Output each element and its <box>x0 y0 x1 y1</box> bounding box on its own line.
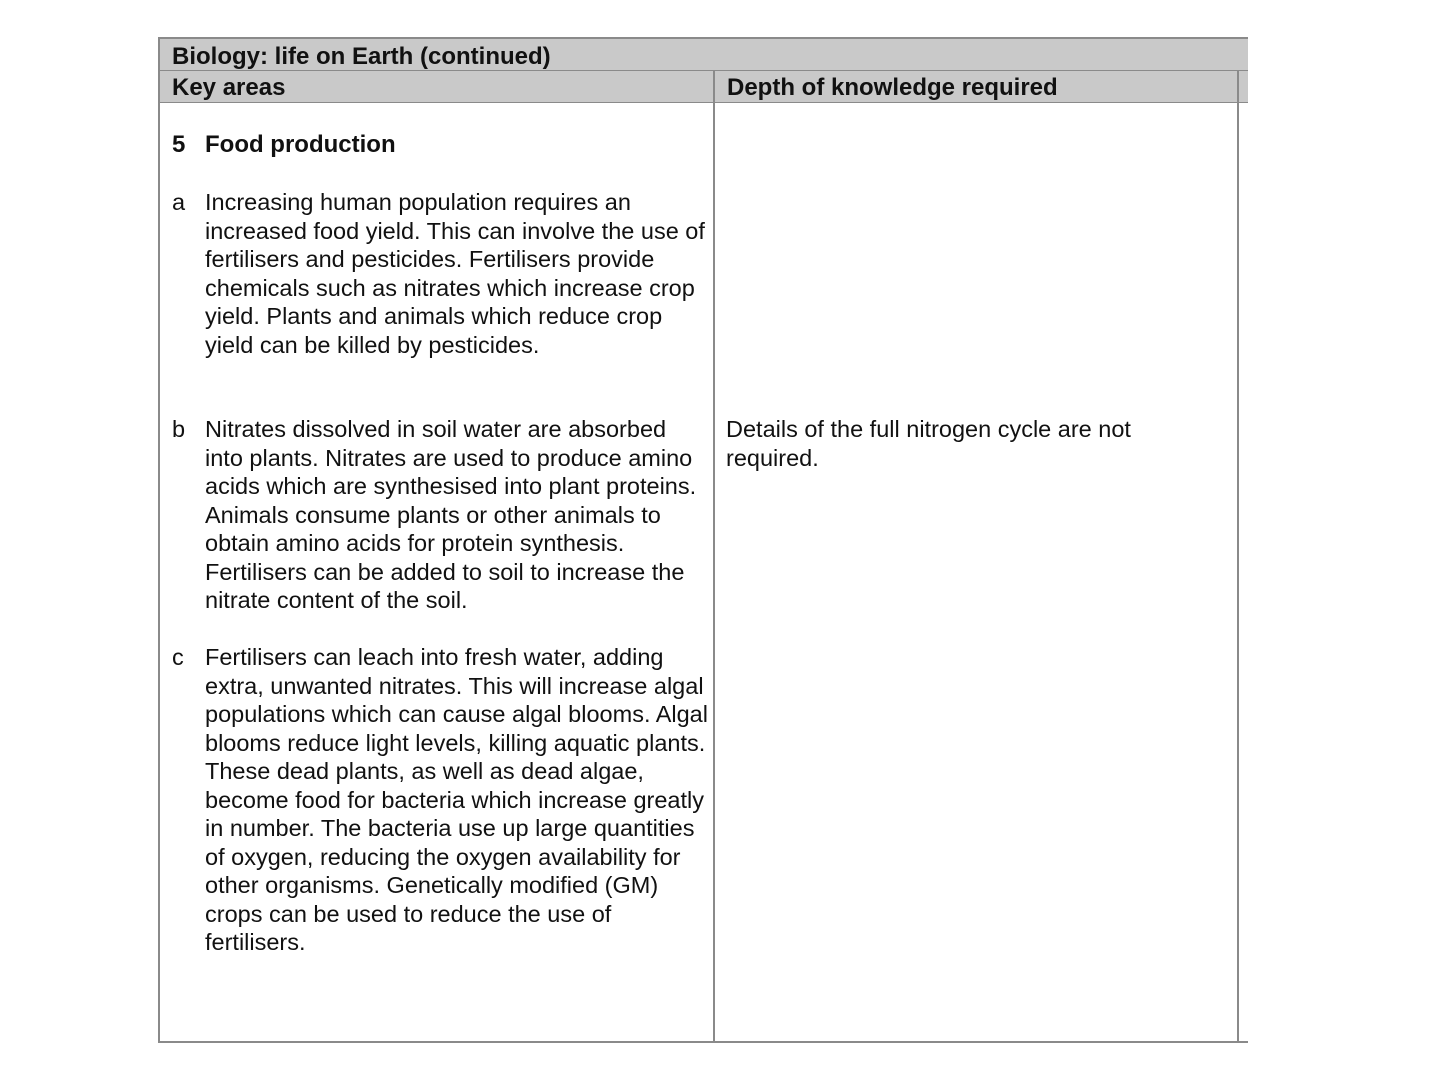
table-title-bar <box>158 37 1248 70</box>
column-header-key-areas: Key areas <box>172 74 286 101</box>
item-text: Fertilisers can leach into fresh water, adding extra, unwanted nitrates. This will increase algal populations which can cause algal blooms. Algal blooms reduce light levels, killing aquatic plants. These dead plants, as well as dead algae, become food for bacteria which increase greatly in number. The bacteria use up large quantities of oxygen, reducing the oxygen availability for other organisms. Genetically modified (GM) crops can be used to reduce the use of fertilisers. <box>205 644 708 955</box>
item-text: Increasing human population requires an increased food yield. This can involve the use of fertilisers and pesticides. Fertilisers provide chemicals such as nitrates which increase crop yield. Plants and animals which reduce crop yield can be killed by pesticides. <box>205 189 705 358</box>
section-title: Food production <box>205 131 396 158</box>
item-letter: c <box>172 644 184 670</box>
item-letter: a <box>172 189 186 215</box>
item-text: Nitrates dissolved in soil water are absorbed into plants. Nitrates are used to produce amino acids which are synthesised into plant proteins. Animals consume plants or other animals to obtain amino acids for protein synthesis. Fertilisers can be added to soil to increase the nitrate content of the soil. <box>205 416 697 613</box>
table-title: Biology: life on Earth (continued) <box>172 43 551 70</box>
depth-of-knowledge-note: Details of the full nitrogen cycle are not required. <box>726 416 1131 471</box>
section-number: 5 <box>172 131 186 158</box>
table-header-row <box>158 70 1248 103</box>
syllabus-table <box>158 37 1248 1043</box>
right-column-border <box>1237 70 1239 1043</box>
column-divider <box>713 70 715 1043</box>
column-header-depth: Depth of knowledge required <box>727 74 1058 101</box>
item-letter: b <box>172 416 186 442</box>
